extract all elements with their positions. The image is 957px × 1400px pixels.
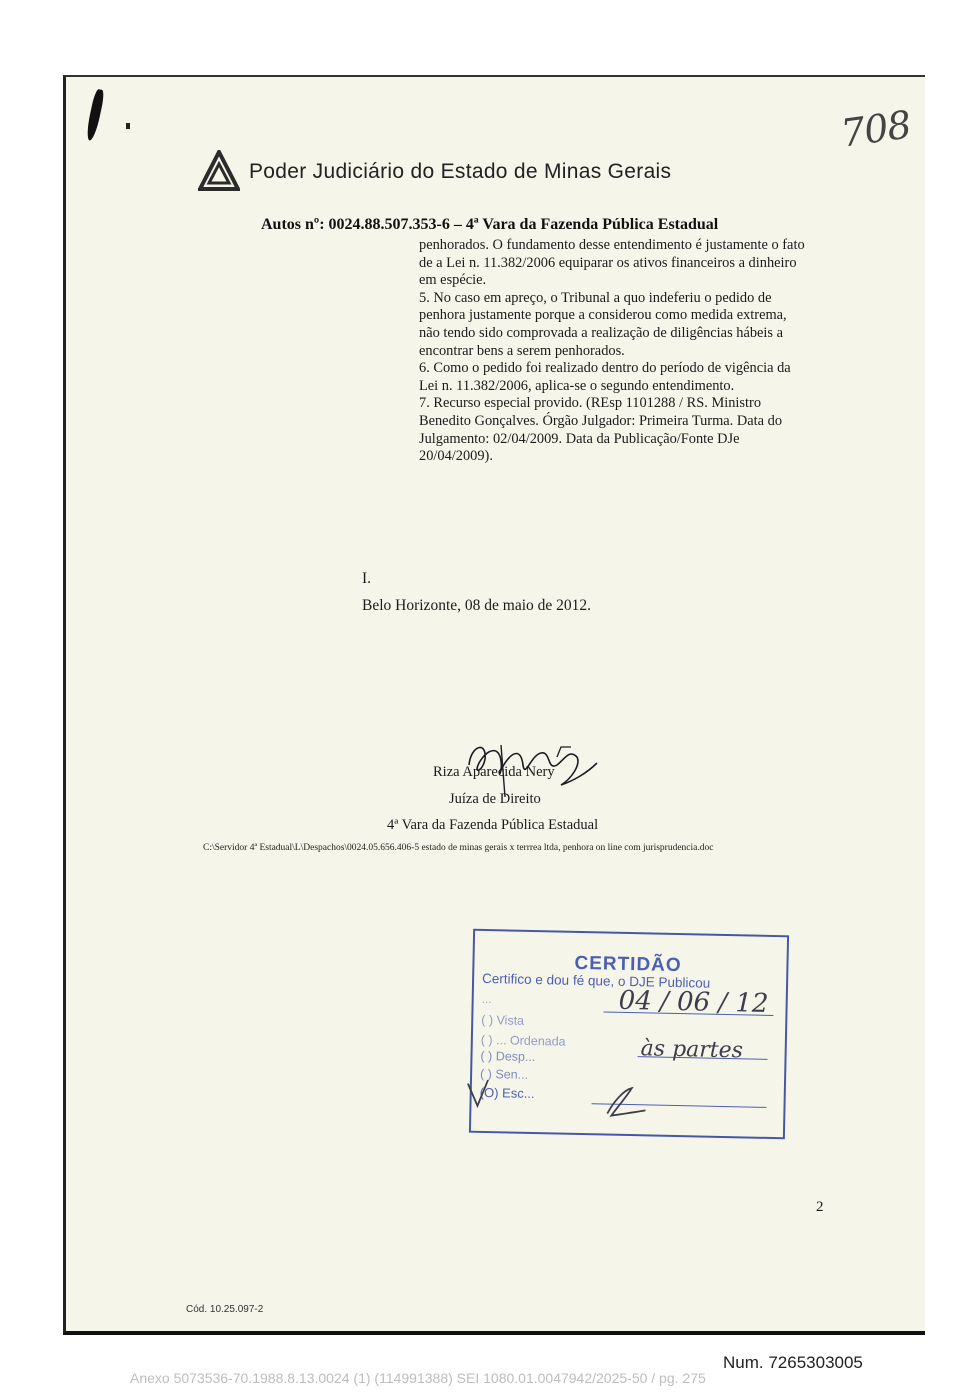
body-line: de a Lei n. 11.382/2006 equiparar os ativos financeiros a dinheiro (419, 254, 797, 271)
date-line: Belo Horizonte, 08 de maio de 2012. (362, 597, 592, 614)
stamp-faded-line: ... (481, 991, 492, 1007)
stamp-option: (O) Esc... (479, 1084, 535, 1102)
stamp-handwritten-parties: às partes (640, 1036, 744, 1064)
signer-role: Juíza de Direito (449, 791, 541, 807)
item-marker: I. (362, 570, 372, 587)
body-line: penhora justamente porque a considerou como medida extrema, (419, 307, 787, 324)
stamp-option: ( ) Sen... (479, 1066, 529, 1082)
scan-speck (126, 123, 130, 129)
body-line: 6. Como o pedido foi realizado dentro do período de vigência da (419, 360, 791, 377)
court-title: Poder Judiciário do Estado de Minas Gerais (249, 160, 672, 183)
annex-footer: Anexo 5073536-70.1988.8.13.0024 (1) (114991388) SEI 1080.01.0047942/2025-50 / pg. 275 (130, 1370, 706, 1386)
body-line: Benedito Gonçalves. Órgão Julgador: Primeira Turma. Data do (419, 412, 783, 429)
file-path: C:\Servidor 4ª Estadual\L\Despachos\0024.05.656.406-5 estado de minas gerais x terrrea ltda, penhora on line com jurisprudencia.doc (203, 843, 714, 853)
scanned-page (63, 75, 925, 1335)
body-line: em espécie. (419, 272, 487, 289)
stamp-option: ( ) ... Ordenada (480, 1032, 566, 1049)
form-code: Cód. 10.25.097-2 (186, 1304, 264, 1315)
handwritten-folio-number: 708 (838, 102, 914, 156)
scan-smudge (85, 89, 106, 142)
stamp-tick-mark (463, 1076, 494, 1122)
certificate-stamp (469, 929, 789, 1140)
stamp-title: CERTIDÃO (574, 952, 682, 977)
stamp-certify-line: Certifico e dou fé que, o DJE Publicou (481, 970, 711, 991)
body-line: 5. No caso em apreço, o Tribunal a quo indeferiu o pedido de (419, 289, 772, 306)
court-logo-icon (198, 150, 240, 197)
body-line: 7. Recurso especial provido. (REsp 1101288 / RS. Ministro (419, 395, 762, 412)
page-number: 2 (816, 1199, 824, 1215)
stamp-option: ( ) Vista (481, 1012, 525, 1028)
stamp-handwritten-date: 04 / 06 / 12 (618, 985, 769, 1019)
body-line: não tendo sido comprovada a realização de diligências hábeis a (419, 324, 784, 341)
case-number-line: Autos nº: 0024.88.507.353-6 – 4ª Vara da Fazenda Pública Estadual (261, 216, 719, 233)
stamp-handwritten-mark (601, 1083, 652, 1125)
stamp-option: ( ) Desp... (480, 1048, 536, 1065)
body-line: encontrar bens a serem penhorados. (419, 342, 625, 359)
body-line: Julgamento: 02/04/2009. Data da Publicação/Fonte DJe (419, 430, 740, 447)
signer-court: 4ª Vara da Fazenda Pública Estadual (387, 817, 599, 833)
body-line: penhorados. O fundamento desse entendimento é justamente o fato (419, 237, 805, 253)
body-text (419, 237, 819, 466)
signer-name: Riza Aparecida Nery (433, 764, 555, 780)
body-line: Lei n. 11.382/2006, aplica-se o segundo entendimento. (419, 377, 735, 394)
body-line: 20/04/2009). (419, 448, 493, 465)
document-number: Num. 7265303005 (723, 1353, 863, 1372)
